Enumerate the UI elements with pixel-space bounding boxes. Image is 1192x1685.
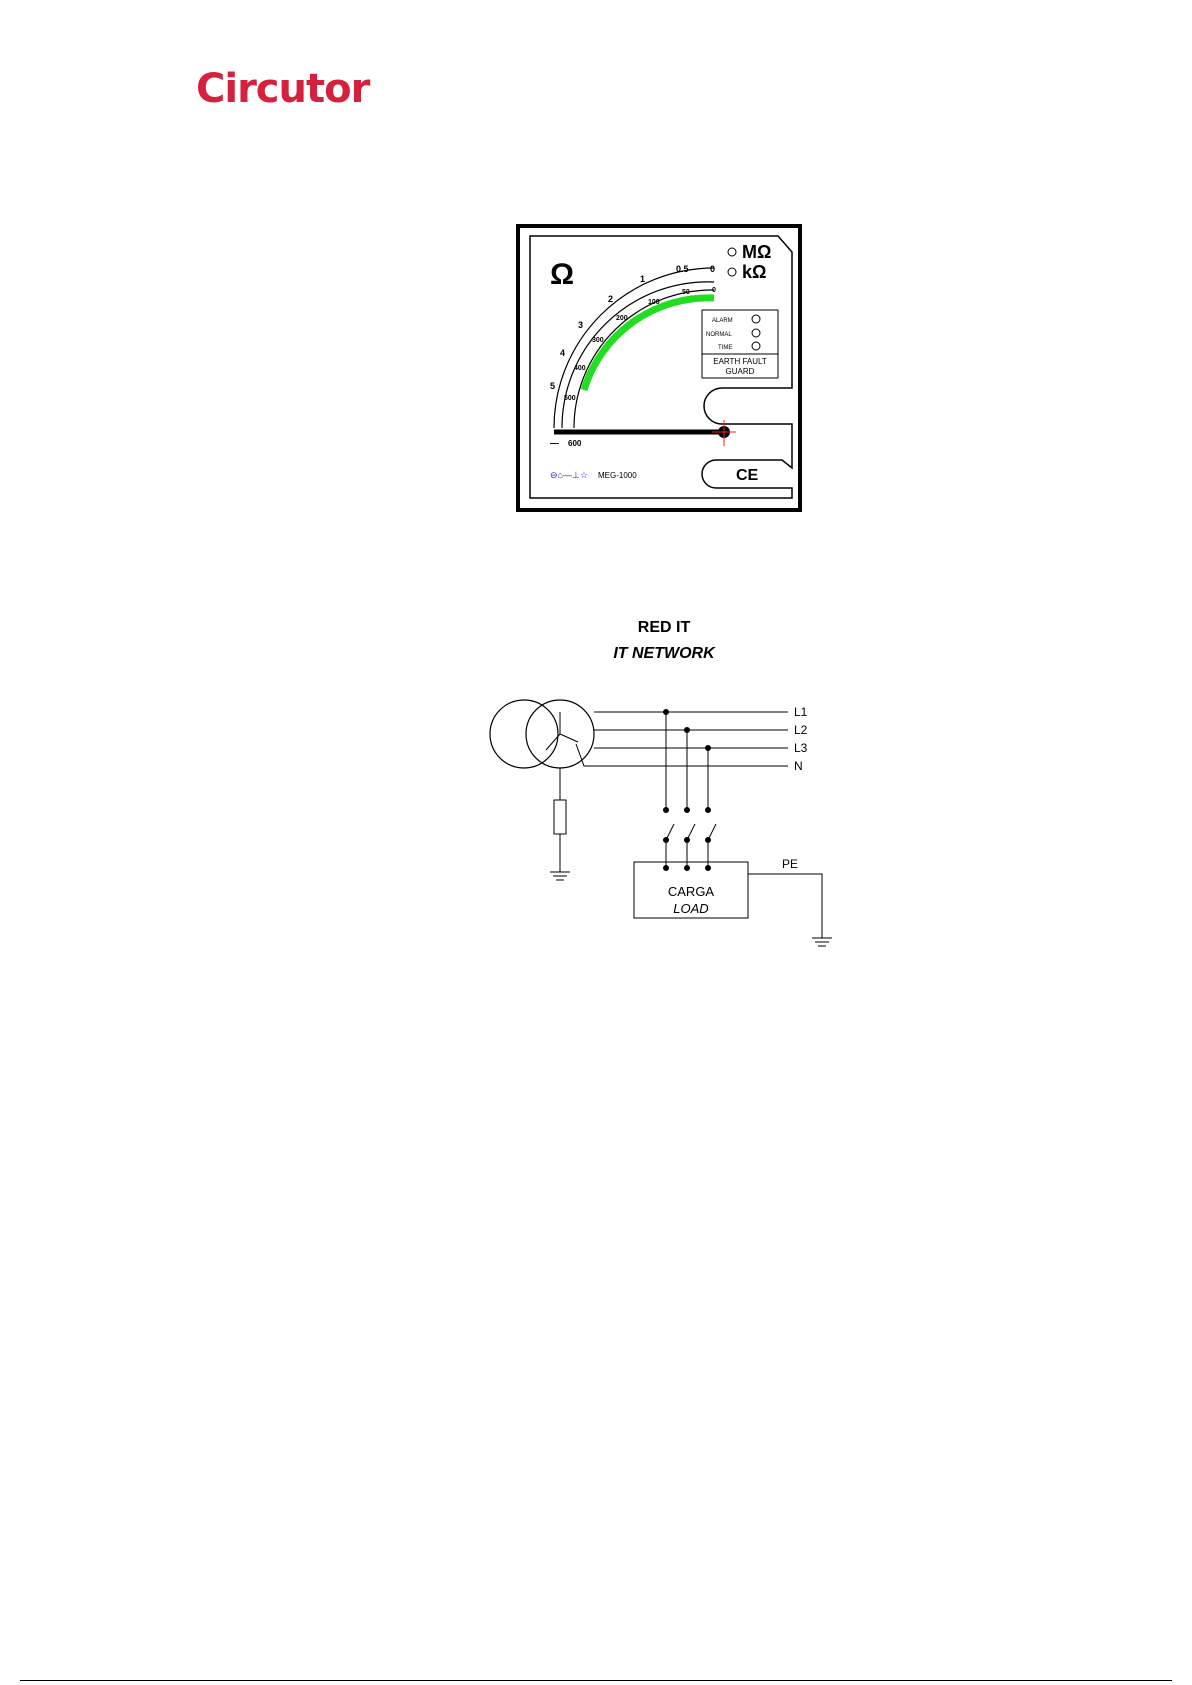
svg-text:5: 5	[550, 381, 556, 391]
approval-symbols-icon: ⊖⌂—⊥☆	[550, 470, 588, 480]
svg-text:2: 2	[608, 294, 614, 304]
svg-text:1: 1	[640, 274, 646, 284]
svg-text:0: 0	[712, 287, 716, 294]
load-label: CARGA	[667, 884, 715, 899]
meter-face	[516, 224, 802, 512]
load-label-en: LOAD	[673, 901, 709, 916]
diagram-subtitle: IT NETWORK	[613, 645, 715, 662]
svg-text:4: 4	[560, 348, 566, 358]
svg-text:300: 300	[592, 337, 604, 344]
svg-text:N: N	[794, 759, 803, 773]
svg-text:50: 50	[682, 289, 690, 296]
unit-kohm: kΩ	[742, 262, 767, 282]
ce-mark: CE	[736, 467, 759, 484]
svg-text:400: 400	[574, 365, 586, 372]
svg-text:0.5: 0.5	[676, 264, 689, 274]
svg-text:500: 500	[564, 395, 576, 402]
svg-text:TIME: TIME	[718, 345, 733, 351]
svg-text:PE: PE	[782, 857, 799, 871]
svg-text:3: 3	[578, 320, 584, 330]
svg-text:L2: L2	[794, 723, 808, 737]
svg-text:600: 600	[568, 439, 582, 448]
svg-text:EARTH FAULT: EARTH FAULT	[713, 357, 767, 366]
svg-text:GUARD: GUARD	[725, 367, 755, 376]
footer-rule	[20, 1680, 1172, 1681]
svg-text:L3: L3	[794, 741, 808, 755]
svg-text:—: —	[550, 438, 559, 448]
circutor-logo: Circutor	[196, 66, 370, 112]
svg-text:ALARM: ALARM	[712, 318, 733, 324]
it-network-diagram	[480, 610, 860, 960]
diagram-title: RED IT	[637, 619, 691, 636]
svg-text:NORMAL: NORMAL	[706, 332, 732, 338]
svg-text:200: 200	[616, 315, 628, 322]
unit-mohm: MΩ	[742, 242, 772, 262]
svg-text:L1: L1	[794, 705, 808, 719]
ohm-symbol: Ω	[550, 258, 575, 291]
svg-text:100: 100	[648, 299, 660, 306]
svg-text:0: 0	[710, 264, 716, 274]
model-label: MEG-1000	[598, 471, 637, 480]
